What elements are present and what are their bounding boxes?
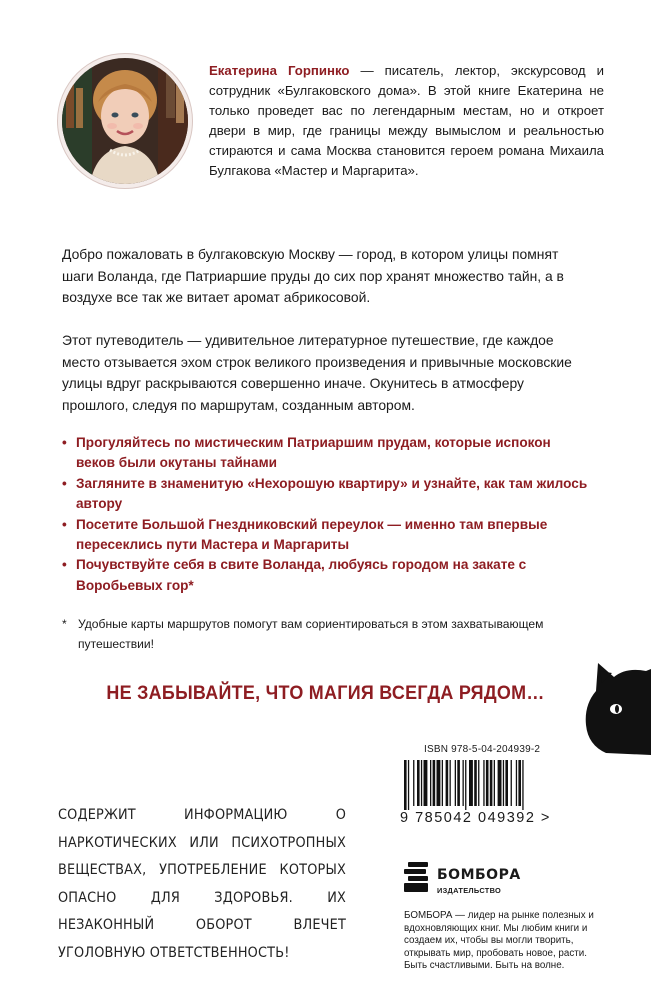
feature-item: • Посетите Большой Гнездниковский переулок — именно там впервые пересеклись пути Мастера и Маргариты [62,515,592,556]
barcode-bar [511,760,512,806]
health-warning: СОДЕРЖИТ ИНФОРМАЦИЮ О НАРКОТИЧЕСКИХ ИЛИ ПСИХОТРОПНЫХ ВЕЩЕСТВАХ, УПОТРЕБЛЕНИЕ КОТОРЫХ ОПАСНО ДЛЯ ЗДОРОВЬЯ. ИХ НЕЗАКОННЫЙ ОБОРОТ ВЛЕЧЕТ УГОЛОВНУЮ ОТВЕТСТВЕННОСТЬ! [58,807,346,961]
barcode-bar [465,760,466,810]
description-paragraph: Этот путеводитель — удивительное литературное путешествие, где каждое место отзывается эхом строк великого произведения и привычные московские улицы вдруг раскрываются совершенно иначе. Окунитесь в атмосферу прошлого, следуя по маршрутам, созданным автором. [62,332,572,413]
footnote-mark: * [62,617,67,631]
author-bio-text: — писатель, лектор, экскурсовод и сотрудник «Булгаковского дома». В этой книге Екатерина не только проведет вас по легендарным местам, но и откроет двери в мир, где границы между вымыслом и реальностью стираются и сама Москва становится героем романа Михаила Булгакова «Мастер и Маргарита». [209,63,604,178]
black-cat-icon [576,655,651,770]
author-name: Екатерина Горпинко [209,63,350,78]
publisher-subtitle: ИЗДАТЕЛЬСТВО [437,886,502,895]
barcode-bar [430,760,431,806]
footnote [62,615,592,654]
feature-item: • Загляните в знаменитую «Нехорошую квартиру» и узнайте, как там жилось автору [62,474,592,515]
barcode-bar [424,760,428,806]
footnote-text: Удобные карты маршрутов помогут вам сориентироваться в этом захватывающем путешествии! [78,617,544,651]
barcode-bar [522,760,523,810]
barcode-bar [446,760,449,806]
barcode-bar [469,760,473,806]
publisher-name: БОМБОРА [437,867,521,883]
barcode-bar [450,760,451,806]
barcode-bar [421,760,422,806]
barcode-bar [455,760,456,806]
publisher-description: БОМБОРА — лидер на рынке полезных и вдохновляющих книг. Мы любим книги и создаем их, чтобы вы могли творить, открывать мир, пробовать новое, расти. Быть счастливыми. Быть на волне. [404,910,594,971]
barcode-bar [486,760,489,806]
barcode-digits: 9 785042 049392 > [400,810,551,826]
barcode-bar [490,760,493,806]
barcode-bar [494,760,495,806]
barcode-bar [457,760,460,806]
barcode-bar [518,760,521,806]
tagline: НЕ ЗАБЫВАЙТЕ, ЧТО МАГИЯ ВСЕГДА РЯДОМ… [106,682,545,704]
feature-item: • Почувствуйте себя в свите Воланда, любуясь городом на закате с Воробьевых гор* [62,555,592,596]
barcode-bar [408,760,409,810]
author-bio [209,61,604,181]
isbn-block [400,744,580,844]
barcode-bar [503,760,504,806]
barcode-bar [442,760,443,806]
author-portrait [62,58,188,184]
barcode-bar [413,760,414,806]
feature-item: • Прогуляйтесь по мистическим Патриаршим прудам, которые испокон веков были окутаны тайнами [62,433,592,474]
barcode-bar [483,760,484,806]
barcode-bar [474,760,477,806]
barcode-bar [463,760,464,806]
barcode-bar [516,760,517,806]
feature-list [62,433,592,596]
barcode-bar [417,760,420,806]
barcode-bar [437,760,441,806]
barcode-bar [404,760,407,810]
barcode-bar [478,760,479,806]
barcode-bar [505,760,508,806]
intro-paragraph: Добро пожаловать в булгаковскую Москву — город, в котором улицы помнят шаги Воланда, где Патриаршие пруды до сих пор хранят множество тайн, а в воздухе все так же витает аромат абрикосовой. [62,246,564,305]
barcode [400,760,580,810]
barcode-bar [498,760,502,806]
barcode-bar [433,760,436,806]
isbn-label: ISBN 978-5-04-204939-2 [424,744,541,755]
bombora-logo-icon [402,860,432,899]
